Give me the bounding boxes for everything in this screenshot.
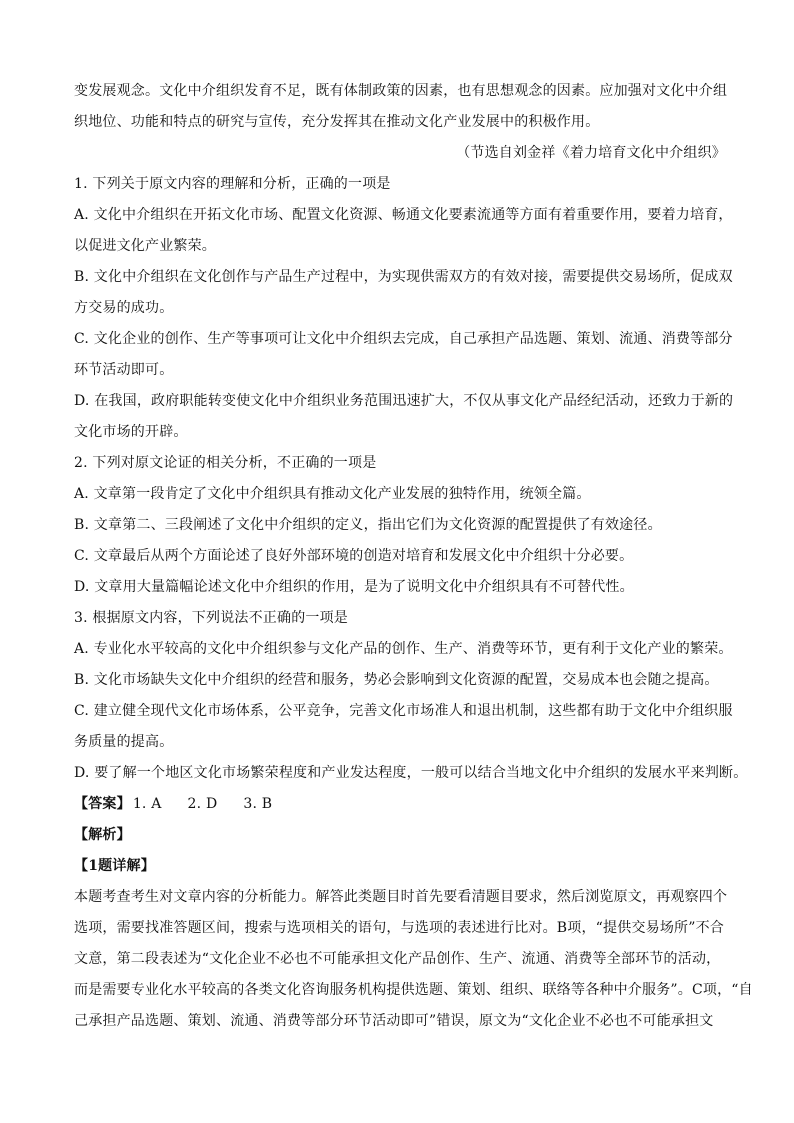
q1-option-c-cont: 环节活动即可。 (74, 362, 174, 378)
answer-item: 1. A (132, 796, 162, 812)
q1-option-a: A. 文化中介组织在开拓文化市场、配置文化资源、畅通文化要素流通等方面有着重要作用，要着力培育， (74, 207, 733, 223)
intro-line: 变发展观念。文化中介组织发育不足，既有体制政策的因素，也有思想观念的因素。应加强对文化中介组 (74, 83, 728, 99)
source-note: （节选自刘金祥《着力培育文化中介组织》 (456, 145, 726, 161)
intro-line: 织地位、功能和特点的研究与宣传，充分发挥其在推动文化产业发展中的积极作用。 (74, 114, 600, 130)
detail-line: 选项，需要找准答题区间，搜索与选项相关的语句，与选项的表述进行比对。B项，“提供交易场所”不合 (74, 920, 724, 936)
q3-option-c-cont: 务质量的提高。 (74, 734, 174, 750)
q1-option-d-cont: 文化市场的开辟。 (74, 424, 188, 440)
q3-option-b: B. 文化市场缺失文化中介组织的经营和服务，势必会影响到文化资源的配置，交易成本也会随之提高。 (74, 672, 719, 688)
q1-option-b-cont: 方交易的成功。 (74, 300, 174, 316)
q1-option-c: C. 文化企业的创作、生产等事项可让文化中介组织去完成，自己承担产品选题、策划、流通、消费等部分 (74, 331, 733, 347)
q3-option-c: C. 建立健全现代文化市场体系，公平竞争，完善文化市场准人和退出机制，这些都有助于文化中介组织服 (74, 703, 733, 719)
analysis-label: 【解析】 (74, 827, 131, 843)
answer-item: 2. D (187, 796, 218, 812)
q3-option-d: D. 要了解一个地区文化市场繁荣程度和产业发达程度，一般可以结合当地文化中介组织的发展水平来判断。 (74, 765, 748, 781)
answer-item: 3. B (243, 796, 273, 812)
q3-option-a: A. 专业化水平较高的文化中介组织参与文化产品的创作、生产、消费等环节，更有利于文化产业的繁荣。 (74, 641, 733, 657)
question-3-stem: 3. 根据原文内容，下列说法不正确的一项是 (74, 610, 349, 626)
q1-option-d: D. 在我国，政府职能转变使文化中介组织业务范围迅速扩大，不仅从事文化产品经纪活动，还致力于新的 (74, 393, 734, 409)
q1-option-a-cont: 以促进文化产业繁荣。 (74, 238, 216, 254)
detail-label: 【1题详解】 (74, 858, 155, 874)
detail-line: 而是需要专业化水平较高的各类文化咨询服务机构提供选题、策划、组织、联络等各种中介服务”。C项，“自 (74, 982, 753, 998)
q2-option-a: A. 文章第一段肯定了文化中介组织具有推动文化产业发展的独特作用，统领全篇。 (74, 486, 591, 502)
answer-label: 【答案】 (74, 796, 131, 812)
q2-option-d: D. 文章用大量篇幅论述文化中介组织的作用，是为了说明文化中介组织具有不可替代性。 (74, 579, 634, 595)
q2-option-b: B. 文章第二、三段阐述了文化中介组织的定义，指出它们为文化资源的配置提供了有效途径。 (74, 517, 662, 533)
document-page (74, 76, 753, 1037)
answer-line (74, 789, 726, 820)
question-1-stem: 1. 下列关于原文内容的理解和分析，正确的一项是 (74, 176, 391, 192)
q1-option-b: B. 文化中介组织在文化创作与产品生产过程中，为实现供需双方的有效对接，需要提供交易场所，促成双 (74, 269, 733, 285)
question-2-stem: 2. 下列对原文论证的相关分析，不正确的一项是 (74, 455, 377, 471)
detail-line: 文意，第二段表述为“文化企业不必也不可能承担文化产品创作、生产、流通、消费等全部环节的活动， (74, 951, 721, 967)
detail-line: 己承担产品选题、策划、流通、消费等部分环节活动即可”错误，原文为“文化企业不必也不可能承担文 (74, 1013, 714, 1029)
detail-line: 本题考查考生对文章内容的分析能力。解答此类题目时首先要看清题目要求，然后浏览原文，再观察四个 (74, 889, 728, 905)
q2-option-c: C. 文章最后从两个方面论述了良好外部环境的创造对培育和发展文化中介组织十分必要。 (74, 548, 634, 564)
